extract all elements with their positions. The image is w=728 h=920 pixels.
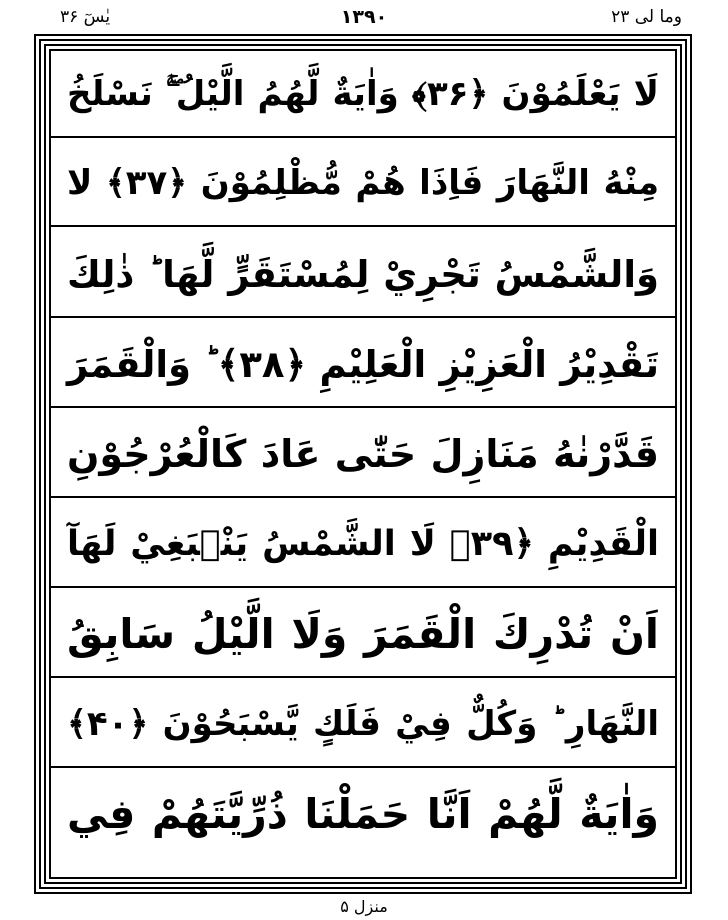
manzil-footer: منزل ۵ [340,897,388,916]
text-panel [49,49,677,879]
page-number: ۱۳۹۰ [340,6,388,28]
verse-line: وَاٰيَةٌ لَّهُمْ اَنَّا حَمَلْنَا ذُرِّيَّتَهُمْ فِي [67,790,659,838]
verse-line: اَنْ تُدْرِكَ الْقَمَرَ وَلَا الَّيْلُ سَابِقُ [51,591,675,678]
verse-lines [51,51,675,877]
page-header [0,4,728,34]
verse-line: مِنْهُ النَّهَارَ فَاِذَا هُمْ مُّظْلِمُوْنَ ﴿۳۷﴾ لا [51,140,675,227]
verse-line: الْقَدِيْمِ ﴿۳۹﴾ لَا الشَّمْسُ يَنْۢبَغِيْ لَهَآ [51,501,675,588]
verse-line: تَقْدِيْرُ الْعَزِيْزِ الْعَلِيْمِ ﴿۳۸﴾ ؕ وَالْقَمَرَ [51,321,675,408]
verse-line: وَالشَّمْسُ تَجْرِيْ لِمُسْتَقَرٍّ لَّهَا ؕ ذٰلِكَ [51,231,675,318]
ornamental-border [34,34,692,894]
header-right-label: وما لی ۲۳ [611,7,682,27]
verse-line: قَدَّرْنٰهُ مَنَازِلَ حَتّٰى عَادَ كَالْعُرْجُوْنِ [51,411,675,498]
verse-line: النَّهَارِ ؕ وَكُلٌّ فِيْ فَلَكٍ يَّسْبَحُوْنَ ﴿۴۰﴾ [51,681,675,768]
verse-line: لَا يَعْلَمُوْنَ ﴿۳۶﴾ وَاٰيَةٌ لَّهُمُ الَّيْلُ ۖۚ نَسْلَخُ [51,51,675,138]
surah-label: یٰسٓ ۳۶ [60,7,111,27]
